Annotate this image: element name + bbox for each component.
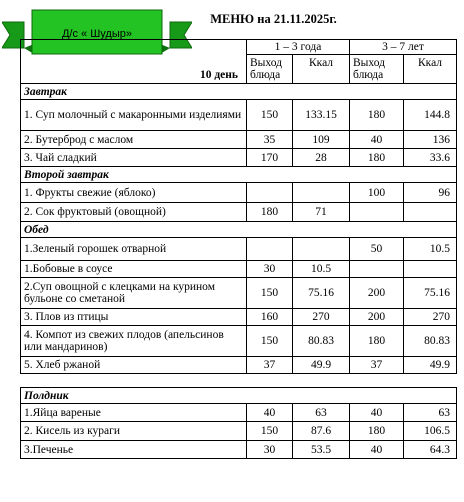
kcal-3-7 [404,203,457,222]
col-output-2: Выход блюда [350,55,404,84]
output-1-3: 40 [247,404,293,422]
age-group-1: 1 – 3 года [247,40,350,55]
col-kcal-1: Ккал [293,55,350,84]
dish-row [21,278,457,309]
section-title: Второй завтрак [21,167,457,183]
dish-name: 2. Сок фруктовый (овощной) [21,203,247,222]
output-3-7: 40 [350,131,404,149]
dish-row [21,422,457,441]
output-1-3: 170 [247,149,293,167]
kcal-1-3: 133.15 [293,100,350,131]
output-1-3: 37 [247,357,293,374]
dish-name: 2.Суп овощной с клецками на курином бульоне со сметаной [21,278,247,309]
kcal-3-7: 64.3 [404,441,457,459]
menu-title-cell [21,3,457,40]
output-3-7: 180 [350,326,404,357]
kcal-1-3: 75.16 [293,278,350,309]
kcal-3-7: 96 [404,183,457,203]
output-1-3: 180 [247,203,293,222]
col-kcal-2: Ккал [404,55,457,84]
section-title: Полдник [21,388,457,404]
output-1-3: 30 [247,261,293,278]
output-1-3: 150 [247,326,293,357]
dish-name: 1.Зеленый горошек отварной [21,238,247,261]
dish-row [21,441,457,459]
output-3-7: 50 [350,238,404,261]
dish-row [21,149,457,167]
dish-name: 1. Суп молочный с макаронными изделиями [21,100,247,131]
dish-row [21,131,457,149]
section-header-row [21,167,457,183]
dish-name: 3. Плов из птицы [21,309,247,326]
output-3-7: 180 [350,422,404,441]
dish-name: 3.Печенье [21,441,247,459]
kcal-1-3: 71 [293,203,350,222]
kcal-3-7: 33.6 [404,149,457,167]
dish-row [21,357,457,374]
dish-row [21,238,457,261]
kcal-1-3 [293,183,350,203]
output-3-7 [350,203,404,222]
output-3-7: 180 [350,149,404,167]
output-1-3 [247,238,293,261]
kcal-1-3: 87.6 [293,422,350,441]
output-3-7: 37 [350,357,404,374]
kcal-3-7: 270 [404,309,457,326]
kcal-3-7: 63 [404,404,457,422]
kcal-1-3: 28 [293,149,350,167]
dish-row [21,183,457,203]
output-3-7: 100 [350,183,404,203]
kcal-3-7 [404,261,457,278]
dish-row [21,326,457,357]
output-1-3: 30 [247,441,293,459]
dish-name: 1.Бобовые в соусе [21,261,247,278]
ribbon-label: Д/с « Шудыр» [61,28,133,40]
kcal-3-7: 144.8 [404,100,457,131]
output-1-3: 35 [247,131,293,149]
output-1-3 [247,183,293,203]
dish-name: 5. Хлеб ржаной [21,357,247,374]
kcal-1-3: 270 [293,309,350,326]
kcal-3-7: 106.5 [404,422,457,441]
dish-row [21,404,457,422]
kcal-3-7: 75.16 [404,278,457,309]
dish-name: 1.Яйца вареные [21,404,247,422]
section-header-row [21,222,457,238]
kcal-1-3: 63 [293,404,350,422]
dish-row [21,309,457,326]
kcal-1-3: 49.9 [293,357,350,374]
kcal-1-3 [293,238,350,261]
kcal-3-7: 80.83 [404,326,457,357]
kcal-1-3: 10.5 [293,261,350,278]
kcal-1-3: 109 [293,131,350,149]
section-title: Обед [21,222,457,238]
dish-name: 4. Компот из свежих плодов (апельсинов или мандаринов) [21,326,247,357]
output-3-7 [350,261,404,278]
section-header-row [21,388,457,404]
dish-row [21,203,457,222]
dish-name: 2. Бутерброд с маслом [21,131,247,149]
menu-document [20,3,456,459]
dish-row [21,100,457,131]
output-1-3: 150 [247,278,293,309]
output-3-7: 200 [350,309,404,326]
dish-name: 3. Чай сладкий [21,149,247,167]
dish-name: 1. Фрукты свежие (яблоко) [21,183,247,203]
dish-name: 2. Кисель из кураги [21,422,247,441]
output-3-7: 200 [350,278,404,309]
output-3-7: 180 [350,100,404,131]
kcal-3-7: 136 [404,131,457,149]
kcal-3-7: 10.5 [404,238,457,261]
dish-row [21,261,457,278]
output-1-3: 150 [247,422,293,441]
col-output-1: Выход блюда [247,55,293,84]
kcal-3-7: 49.9 [404,357,457,374]
kcal-1-3: 53.5 [293,441,350,459]
output-1-3: 160 [247,309,293,326]
section-header-row [21,84,457,100]
age-group-2: 3 – 7 лет [350,40,457,55]
output-1-3: 150 [247,100,293,131]
spacer-row [21,374,457,388]
menu-table [20,3,457,459]
day-label: 10 день [21,40,247,84]
section-title: Завтрак [21,84,457,100]
kcal-1-3: 80.83 [293,326,350,357]
menu-title: МЕНЮ на 21.11.2025г. [210,12,337,26]
output-3-7: 40 [350,441,404,459]
output-3-7: 40 [350,404,404,422]
